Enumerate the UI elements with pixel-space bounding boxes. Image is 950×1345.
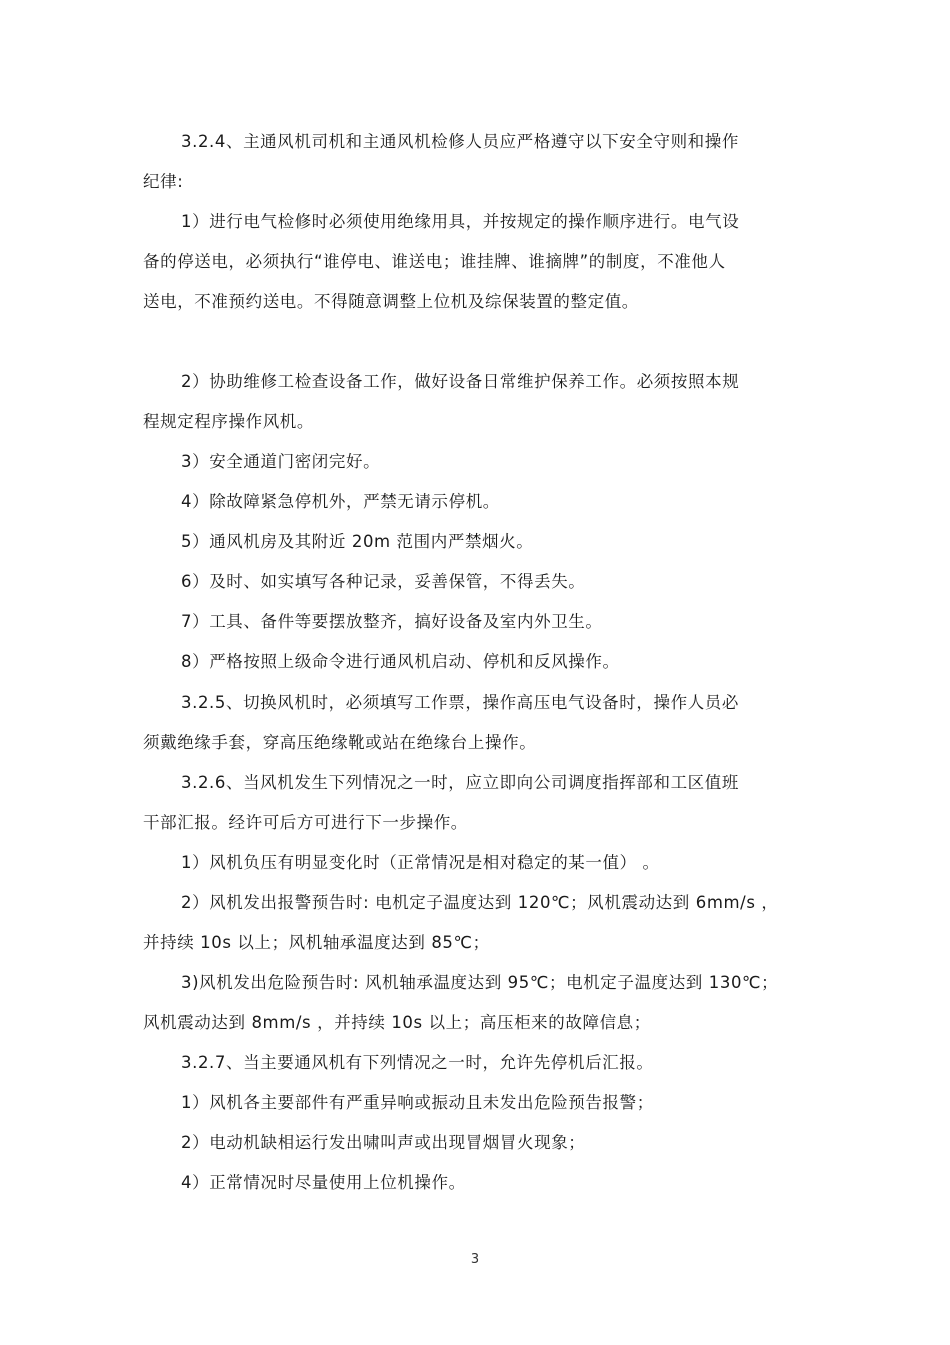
text-line: 纪律: xyxy=(143,172,184,191)
text-line: 7）工具、备件等要摆放整齐，搞好设备及室内外卫生。 xyxy=(181,612,603,631)
text-line: 3.2.6、当风机发生下列情况之一时，应立即向公司调度指挥部和工区值班 xyxy=(181,773,739,792)
text-line: 8）严格按照上级命令进行通风机启动、停机和反风操作。 xyxy=(181,652,620,671)
text-line: 须戴绝缘手套，穿高压绝缘靴或站在绝缘台上操作。 xyxy=(143,733,537,752)
text-line: 并持续 10s 以上；风机轴承温度达到 85℃； xyxy=(143,933,490,952)
text-line: 1）进行电气检修时必须使用绝缘用具，并按规定的操作顺序进行。电气设 xyxy=(181,212,740,231)
text-line: 3.2.7、当主要通风机有下列情况之一时，允许先停机后汇报。 xyxy=(181,1053,654,1072)
text-line: 备的停送电，必须执行“谁停电、谁送电；谁挂牌、谁摘牌”的制度，不准他人 xyxy=(143,252,726,271)
text-line: 3)风机发出危险预告时: 风机轴承温度达到 95℃；电机定子温度达到 130℃； xyxy=(181,973,779,992)
text-line: 1）风机负压有明显变化时（正常情况是相对稳定的某一值） 。 xyxy=(181,853,660,872)
text-line: 6）及时、如实填写各种记录，妥善保管，不得丢失。 xyxy=(181,572,586,591)
text-line: 3）安全通道门密闭完好。 xyxy=(181,452,381,471)
text-line: 送电，不准预约送电。不得随意调整上位机及综保装置的整定值。 xyxy=(143,292,639,311)
text-line: 5）通风机房及其附近 20m 范围内严禁烟火。 xyxy=(181,532,534,551)
text-line: 干部汇报。经许可后方可进行下一步操作。 xyxy=(143,813,468,832)
text-line: 风机震动达到 8mm/s ，并持续 10s 以上；高压柜来的故障信息； xyxy=(143,1013,651,1032)
text-line: 3.2.4、主通风机司机和主通风机检修人员应严格遵守以下安全守则和操作 xyxy=(181,132,739,151)
text-line: 4）正常情况时尽量使用上位机操作。 xyxy=(181,1173,466,1192)
text-line: 2）风机发出报警预告时: 电机定子温度达到 120℃；风机震动达到 6mm/s ， xyxy=(181,893,779,912)
text-line: 4）除故障紧急停机外，严禁无请示停机。 xyxy=(181,492,500,511)
text-line: 2）协助维修工检查设备工作，做好设备日常维护保养工作。必须按照本规 xyxy=(181,372,740,391)
text-line: 1）风机各主要部件有严重异响或振动且未发出危险预告报警； xyxy=(181,1093,654,1112)
page-number: 3 xyxy=(470,1252,480,1267)
text-line: 程规定程序操作风机。 xyxy=(143,412,314,431)
text-line: 3.2.5、切换风机时，必须填写工作票，操作高压电气设备时，操作人员必 xyxy=(181,693,739,712)
text-line: 2）电动机缺相运行发出啸叫声或出现冒烟冒火现象； xyxy=(181,1133,586,1152)
